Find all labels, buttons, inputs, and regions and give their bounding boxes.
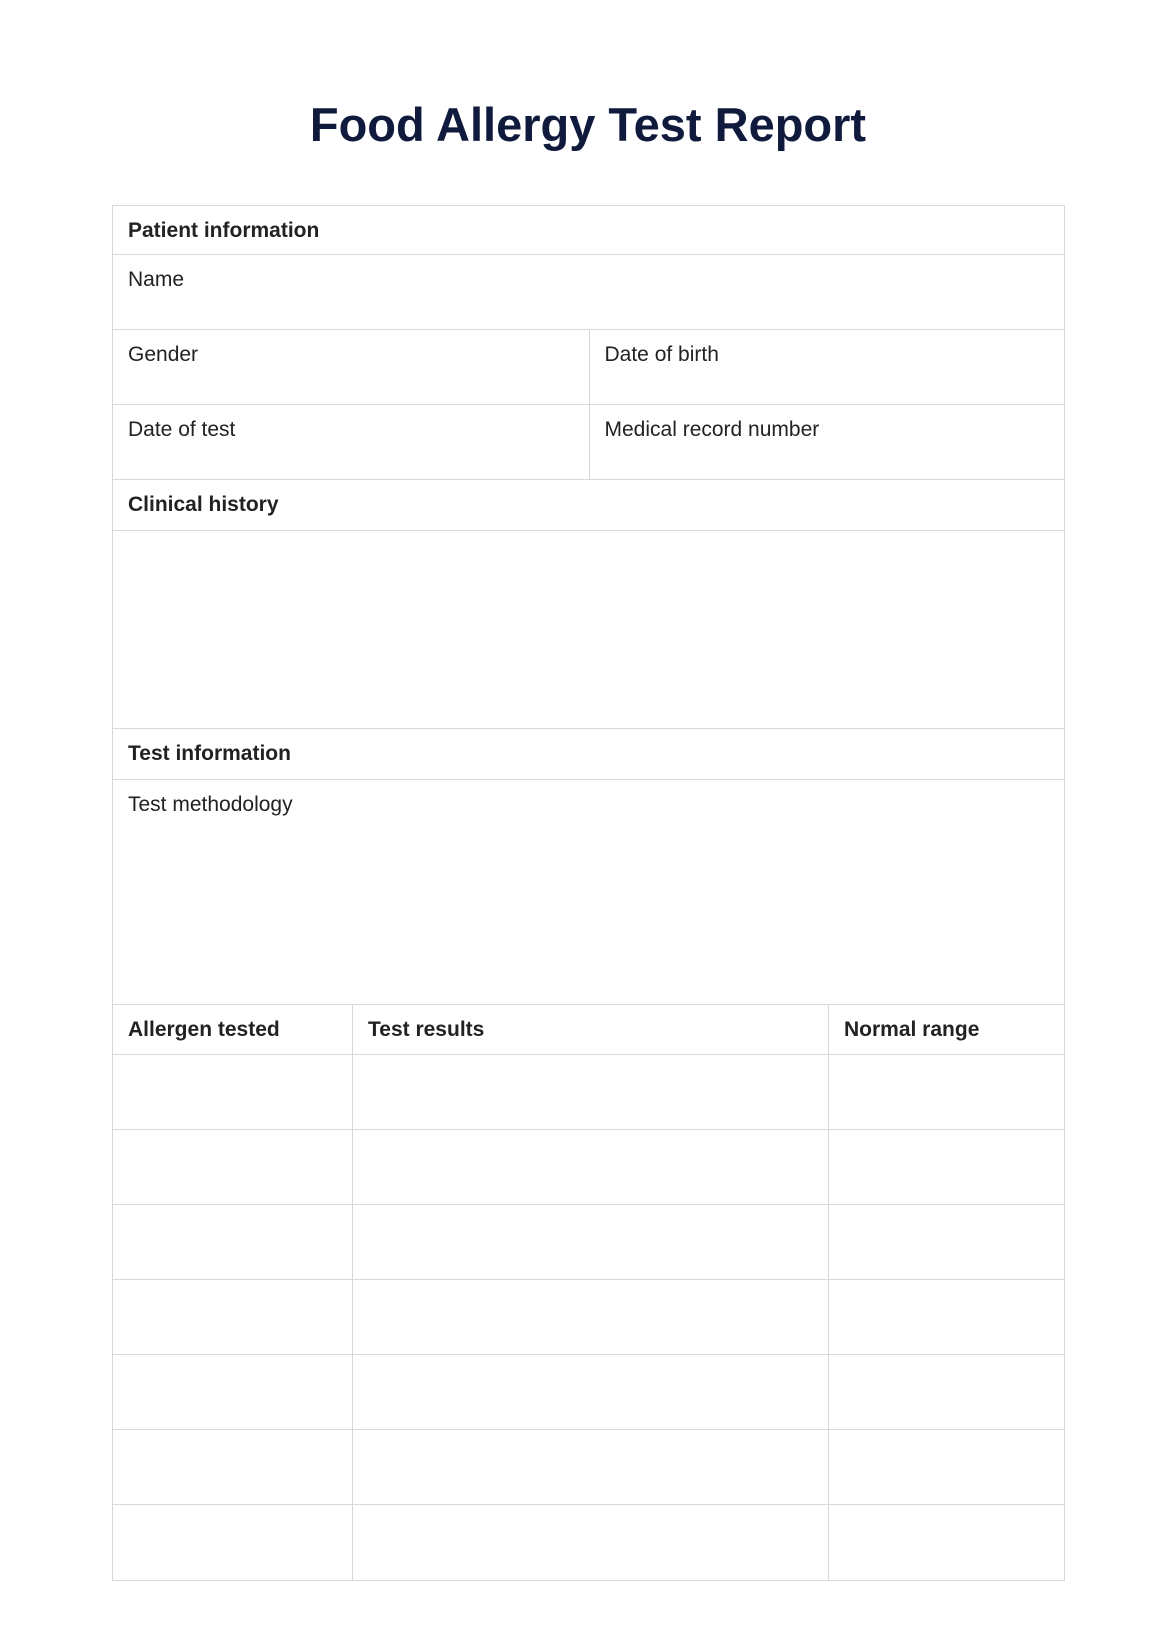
results-table-header [113, 1005, 1064, 1055]
test-results-cell[interactable] [352, 1280, 828, 1354]
date-of-test-field[interactable] [113, 405, 589, 479]
allergen-tested-cell[interactable] [113, 1205, 352, 1279]
normal-range-cell[interactable] [828, 1355, 1064, 1429]
test-results-cell[interactable] [352, 1505, 828, 1580]
table-row [113, 1505, 1064, 1580]
patient-information-header-row [113, 206, 1064, 255]
normal-range-cell[interactable] [828, 1430, 1064, 1504]
normal-range-cell[interactable] [828, 1130, 1064, 1204]
test-results-cell[interactable] [352, 1055, 828, 1129]
test-information-header-row [113, 729, 1064, 780]
test-date-mrn-row [113, 405, 1064, 480]
test-results-cell[interactable] [352, 1205, 828, 1279]
clinical-history-row [113, 531, 1064, 729]
name-row [113, 255, 1064, 330]
normal-range-cell[interactable] [828, 1055, 1064, 1129]
column-header-normal-range: Normal range [828, 1005, 1064, 1054]
table-row [113, 1205, 1064, 1280]
date-of-birth-label: Date of birth [604, 343, 719, 366]
normal-range-cell[interactable] [828, 1280, 1064, 1354]
test-results-cell[interactable] [352, 1130, 828, 1204]
normal-range-cell[interactable] [828, 1505, 1064, 1580]
name-field[interactable] [113, 255, 1064, 329]
test-methodology-field[interactable] [113, 780, 1064, 1004]
gender-dob-row [113, 330, 1064, 405]
table-row [113, 1430, 1064, 1505]
clinical-history-header-row [113, 480, 1064, 531]
date-of-birth-field[interactable] [589, 330, 1065, 404]
clinical-history-heading: Clinical history [128, 493, 279, 516]
page-title: Food Allergy Test Report [309, 98, 867, 151]
patient-information-heading: Patient information [128, 219, 320, 242]
test-results-cell[interactable] [352, 1355, 828, 1429]
date-of-test-label: Date of test [128, 418, 236, 441]
allergen-tested-cell[interactable] [113, 1280, 352, 1354]
gender-field[interactable] [113, 330, 589, 404]
normal-range-cell[interactable] [828, 1205, 1064, 1279]
report-form [112, 205, 1065, 1581]
test-methodology-label: Test methodology [128, 793, 293, 816]
test-information-heading: Test information [128, 742, 291, 765]
clinical-history-field[interactable] [113, 531, 1064, 728]
name-label: Name [128, 268, 185, 291]
column-header-test-results: Test results [352, 1005, 828, 1054]
allergen-tested-cell[interactable] [113, 1130, 352, 1204]
column-header-allergen-tested: Allergen tested [128, 1018, 280, 1041]
medical-record-number-label: Medical record number [604, 418, 820, 441]
table-row [113, 1055, 1064, 1130]
allergen-tested-cell[interactable] [113, 1505, 352, 1580]
table-row [113, 1130, 1064, 1205]
allergen-tested-cell[interactable] [113, 1055, 352, 1129]
table-row [113, 1355, 1064, 1430]
test-methodology-row [113, 780, 1064, 1005]
allergen-tested-cell[interactable] [113, 1430, 352, 1504]
gender-label: Gender [128, 343, 199, 366]
allergen-tested-cell[interactable] [113, 1355, 352, 1429]
test-results-cell[interactable] [352, 1430, 828, 1504]
medical-record-number-field[interactable] [589, 405, 1065, 479]
table-row [113, 1280, 1064, 1355]
